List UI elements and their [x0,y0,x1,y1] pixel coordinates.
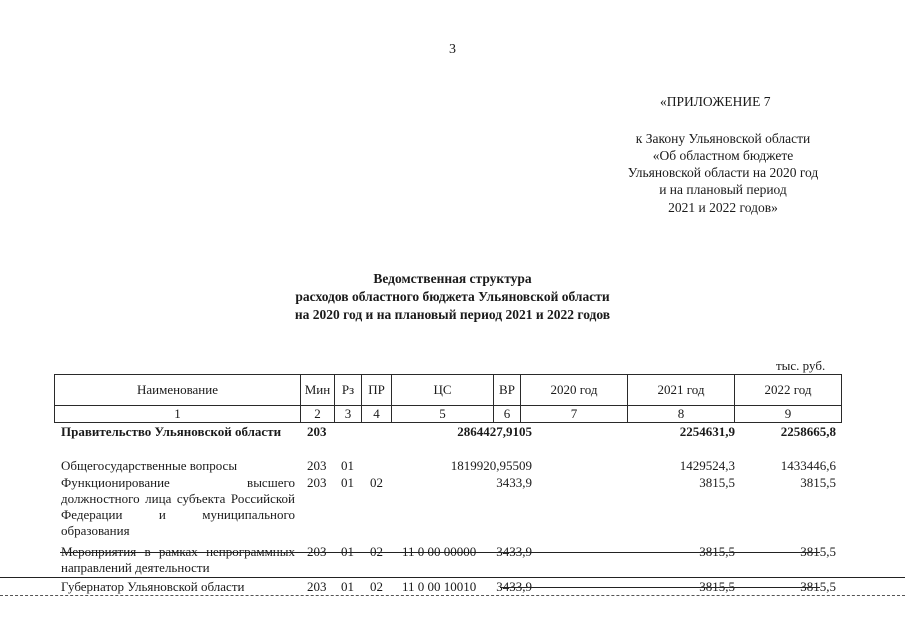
table-row [0,458,905,474]
rule-line [0,577,905,578]
page-number: 3 [449,42,456,57]
row-pr: 02 [370,475,383,490]
row-name: Губернатор Ульяновской области [61,579,245,594]
row-2021: 2254631,9 [679,424,735,439]
column-number: 9 [735,406,842,423]
row-2021: 3815,5 [699,579,735,594]
row-name: Общегосударственные вопросы [61,458,238,473]
row-name: Мероприятия в рамках непрограммных направлений деятельности [61,544,295,575]
strike-line [500,587,820,588]
row-min: 203 [307,579,327,594]
row-2021: 3815,5 [699,544,735,559]
appendix-title: «ПРИЛОЖЕНИЕ 7 [660,94,771,109]
header-2022: 2022 год [735,375,842,406]
row-2020: 3433,9 [496,579,532,594]
row-cs: 11 0 00 10010 [402,579,477,594]
row-2022: 3815,5 [800,475,836,490]
appendix-line: к Закону Ульяновской области [635,131,811,146]
row-2021: 3815,5 [699,475,735,490]
appendix-line: и на плановый период [659,182,787,197]
budget-table-header [54,374,842,423]
table-row [0,544,905,576]
row-min: 203 [307,475,327,490]
row-rz: 01 [341,458,354,473]
table-row [0,424,905,458]
row-cs: 11 0 00 00000 [402,544,477,559]
header-2020: 2020 год [521,375,628,406]
header-cs: ЦС [392,375,494,406]
row-min: 203 [307,544,327,559]
table-row [0,475,905,541]
row-2022: 3815,5 [800,544,836,559]
row-2020: 2864427,9105 [457,424,532,439]
appendix-line: «Об областном бюджете [652,148,794,163]
column-number: 3 [335,406,362,423]
appendix-line: Ульяновской области на 2020 год [627,165,819,180]
row-pr: 02 [370,544,383,559]
units-label: тыс. руб. [776,358,826,373]
column-number: 1 [55,406,301,423]
column-number: 4 [362,406,392,423]
column-number: 7 [521,406,628,423]
column-number: 5 [392,406,494,423]
row-pr: 02 [370,579,383,594]
document-title-line1: Ведомственная структура [373,271,532,286]
header-vr: ВР [494,375,521,406]
row-rz: 01 [341,544,354,559]
header-pr: ПР [362,375,392,406]
row-name: Правительство Ульяновской области [61,424,282,439]
row-min: 203 [307,458,327,473]
header-2021: 2021 год [628,375,735,406]
column-number: 2 [301,406,335,423]
row-2021: 1429524,3 [679,458,735,473]
row-2020: 1819920,95509 [450,458,532,473]
row-2020: 3433,9 [496,475,532,490]
row-2020: 3433,9 [496,544,532,559]
header-name: Наименование [55,375,301,406]
header-min: Мин [301,375,335,406]
row-2022: 3815,5 [800,579,836,594]
row-name: Функционирование высшего должностного лица субъекта Российской Федерации и муниципального образования [61,475,295,538]
row-rz: 01 [341,475,354,490]
row-2022: 1433446,6 [780,458,836,473]
column-number: 8 [628,406,735,423]
strike-line [60,552,820,553]
rule-line [0,595,905,596]
row-rz: 01 [341,579,354,594]
appendix-line: 2021 и 2022 годов» [668,200,778,215]
document-title-line2: расходов областного бюджета Ульяновской области [295,289,610,304]
document-title-line3: на 2020 год и на плановый период 2021 и 2022 годов [294,307,611,322]
header-rz: Рз [335,375,362,406]
row-2022: 2258665,8 [780,424,836,439]
row-min: 203 [307,424,327,439]
column-number: 6 [494,406,521,423]
